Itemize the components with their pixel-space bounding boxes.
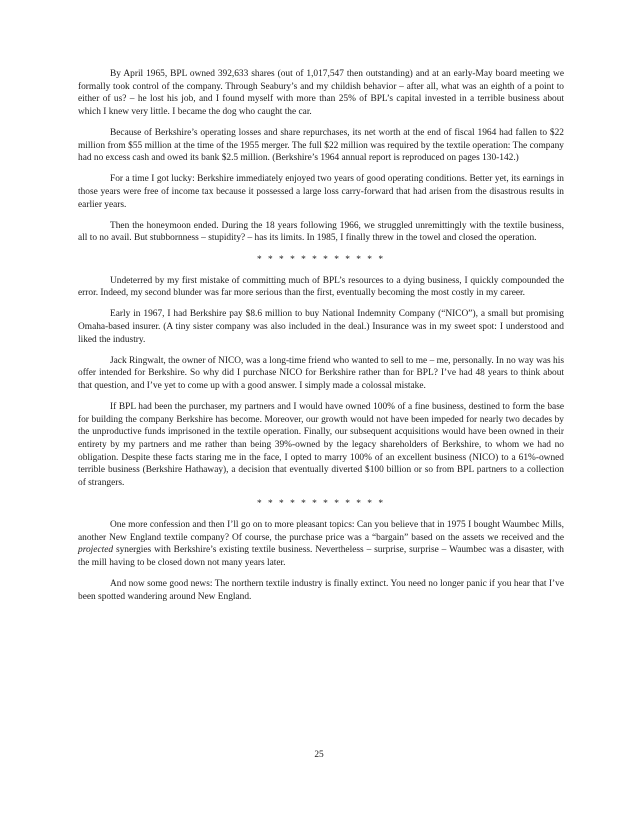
document-body [78,68,564,612]
paragraph-good-news: And now some good news: The northern textile industry is finally extinct. You need no longer panic if you hear that I’ve been spotted wandering around New England. [78,579,564,602]
section-separator: * * * * * * * * * * * * [256,254,386,265]
paragraph-nico-purchase: Early in 1967, I had Berkshire pay $8.6 million to buy National Indemnity Company (“NICO”), a small but promising Omaha-based insurer. (A tiny sister company was also included in the deal.) Insurance was in my sweet spot: I understood and liked the industry. [78,309,564,345]
paragraph-honeymoon-ended: Then the honeymoon ended. During the 18 years following 1966, we struggled unremittingly with the textile business, all to no avail. But stubbornness – stupidity? – has its limits. In 1985, I finally threw in the towel and closed the operation. [78,220,564,244]
paragraph-jack-ringwalt: Jack Ringwalt, the owner of NICO, was a long-time friend who wanted to sell to me – me, personally. In no way was his offer intended for Berkshire. So why did I purchase NICO for Berkshire rather than for BPL? I’ve had 48 years to think about that question, and I’ve yet to come up with a good answer. I simply made a colossal mistake. [78,355,564,392]
page-number: 25 [314,750,324,760]
paragraph-net-worth: Because of Berkshire’s operating losses and share repurchases, its net worth at the end of fiscal 1964 had fallen to $22 million from $55 million at the time of the 1955 merger. The full $22 million was required by the textile operation: The company had no excess cash and owed its bank $2.5 million. (Berkshire’s 1964 annual report is reproduced on pages 130-142.) [78,127,564,164]
paragraph-second-blunder: Undeterred by my first mistake of committing much of BPL’s resources to a dying business, I quickly compounded the error. Indeed, my second blunder was far more serious than the first, eventually becoming the most costly in my career. [78,275,564,299]
paragraph-text-after: synergies with Berkshire’s existing textile business. Nevertheless – surprise, surprise – Waumbec was a disaster, with the mill having to be closed down not many years later. [78,545,564,568]
paragraph-text-before: One more confession and then I’ll go on to more pleasant topics: Can you believe that in 1975 I bought Waumbec Mills, another New England textile company? Of course, the purchase price was a “bargain” based on the assets we received and the [78,520,564,543]
paragraph-got-lucky: For a time I got lucky: Berkshire immediately enjoyed two years of good operating conditions. Better yet, its earnings in those years were free of income tax because it possessed a large loss carry-forward that had arisen from the disastrous results in earlier years. [78,174,564,210]
paragraph-bpl-control: By April 1965, BPL owned 392,633 shares (out of 1,017,547 then outstanding) and at an early-May board meeting we formally took control of the company. Through Seabury’s and my childish behavior – after all, what was an eighth of a point to either of us? – he lost his job, and I found myself with more than 25% of BPL’s capital invested in a terrible business about which I knew very little. I became the dog who caught the car. [78,69,564,117]
emphasized-word: projected [78,545,114,556]
paragraph-if-bpl-purchaser: If BPL had been the purchaser, my partners and I would have owned 100% of a fine business, destined to form the base for building the company Berkshire has become. Moreover, our growth would not have been impeded for nearly two decades by the unproductive funds imprisoned in the textile operation. Finally, our subsequent acquisitions would have been owned in their entirety by my partners and me rather than being 39%-owned by the legacy shareholders of Berkshire, to whom we had no obligation. Despite these facts staring me in the face, I opted to marry 100% of an excellent business (NICO) to a 61%-owned terrible business (Berkshire Hathaway), a decision that eventually diverted $100 billion or so from BPL partners to a collection of strangers. [78,402,564,488]
paragraph-waumbec-confession [78,519,564,569]
section-separator: * * * * * * * * * * * * [256,498,386,509]
